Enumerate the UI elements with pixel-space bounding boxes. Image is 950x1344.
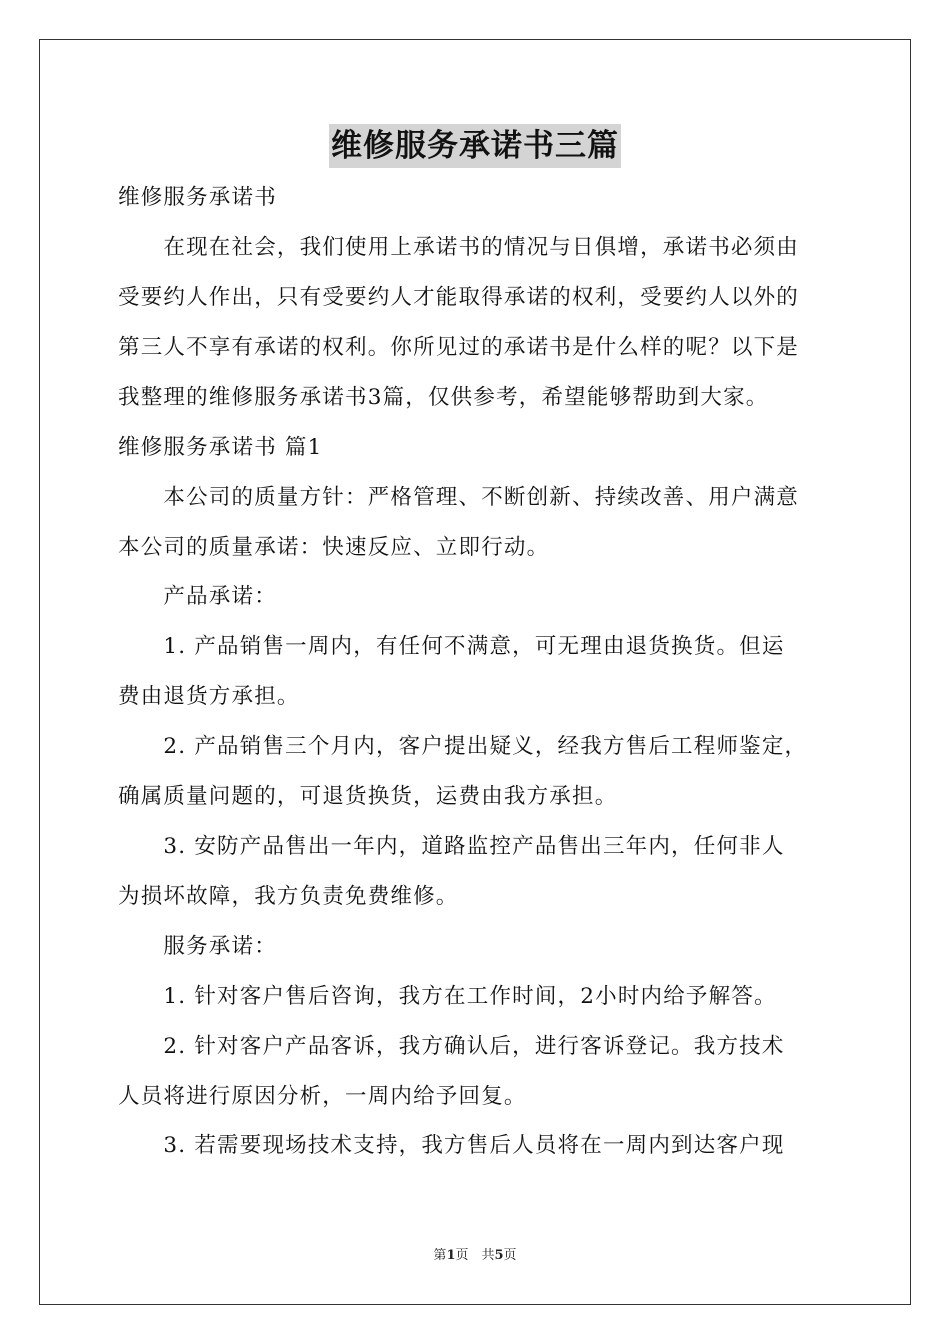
body-line: 在现在社会，我们使用上承诺书的情况与日俱增，承诺书必须由 (118, 235, 800, 260)
body-line: 我整理的维修服务承诺书3篇，仅供参考，希望能够帮助到大家。 (118, 385, 769, 410)
section-heading: 维修服务承诺书 (118, 185, 277, 210)
body-line: 1. 针对客户售后咨询，我方在工作时间，2小时内给予解答。 (118, 984, 777, 1009)
body-line: 人员将进行原因分析，一周内给予回复。 (118, 1084, 527, 1109)
page-border (39, 39, 911, 1305)
body-line: 费由退货方承担。 (118, 684, 300, 709)
body-line: 第三人不享有承诺的权利。你所见过的承诺书是什么样的呢？以下是 (118, 335, 800, 360)
body-line: 受要约人作出，只有受要约人才能取得承诺的权利，受要约人以外的 (118, 285, 800, 310)
footer-page-suffix: 页 (503, 1248, 517, 1263)
footer-page-total: 5 (494, 1248, 504, 1263)
body-line: 本公司的质量方针：严格管理、不断创新、持续改善、用户满意 (118, 485, 800, 510)
title-container (0, 124, 950, 168)
body-line: 服务承诺： (118, 934, 277, 959)
body-line: 3. 安防产品售出一年内，道路监控产品售出三年内，任何非人 (118, 834, 785, 859)
body-line: 3. 若需要现场技术支持，我方售后人员将在一周内到达客户现 (118, 1133, 785, 1158)
body-line: 2. 产品销售三个月内，客户提出疑义，经我方售后工程师鉴定， (118, 734, 808, 759)
document-title: 维修服务承诺书三篇 (329, 124, 621, 168)
body-line: 2. 针对客户产品客诉，我方确认后，进行客诉登记。我方技术 (118, 1034, 785, 1059)
body-line: 确属质量问题的，可退货换货，运费由我方承担。 (118, 784, 618, 809)
footer-page-prefix: 第 (433, 1248, 447, 1263)
footer-page-mid: 页 共 (455, 1248, 495, 1263)
body-line: 本公司的质量承诺：快速反应、立即行动。 (118, 535, 550, 560)
page-footer (0, 1247, 950, 1265)
body-line: 1. 产品销售一周内，有任何不满意，可无理由退货换货。但运 (118, 634, 785, 659)
body-line: 为损坏故障，我方负责免费维修。 (118, 884, 459, 909)
footer-page-current: 1 (446, 1248, 456, 1263)
section-heading: 维修服务承诺书 篇1 (118, 435, 323, 460)
body-line: 产品承诺： (118, 584, 277, 609)
